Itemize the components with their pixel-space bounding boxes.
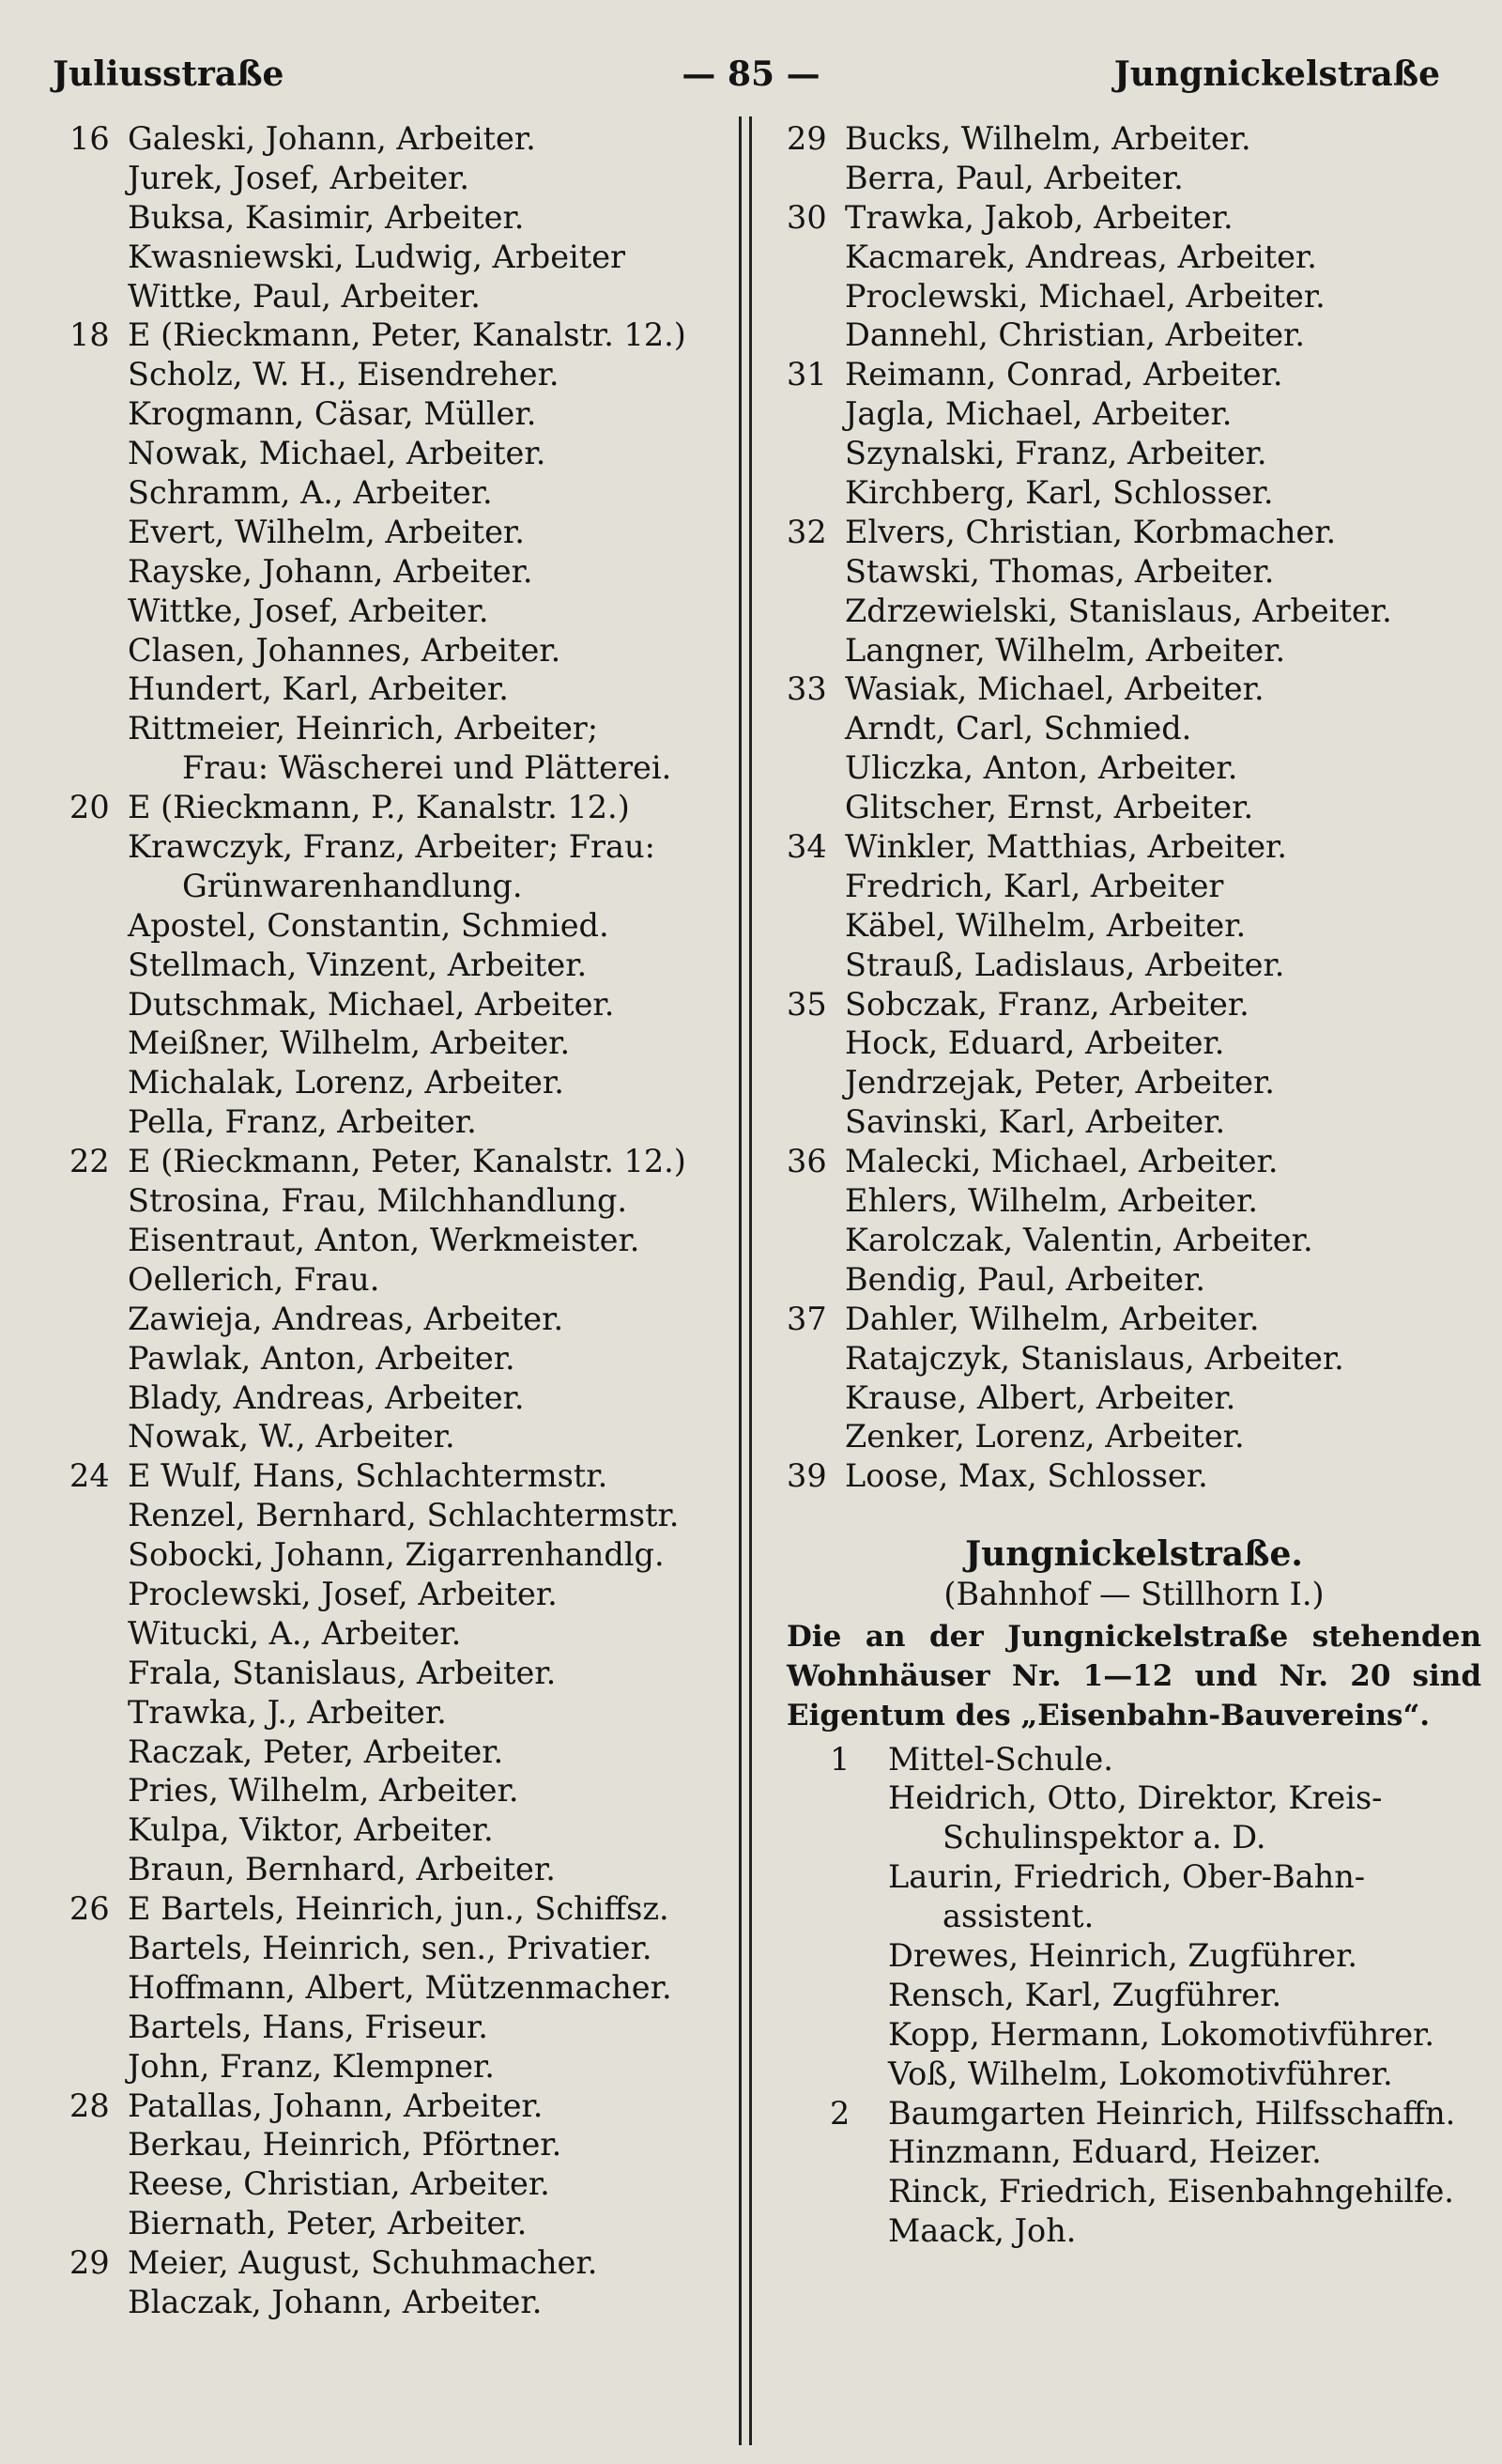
resident-entry: Bendig, Paul, Arbeiter. [845,1260,1205,1298]
entry-row [787,1221,1481,1260]
entry-row [69,1024,727,1063]
resident-entry: Karolczak, Valentin, Arbeiter. [845,1221,1313,1258]
entry-row [787,394,1481,434]
resident-entry: Reese, Christian, Arbeiter. [128,2165,550,2203]
resident-entry: Fredrich, Karl, Arbeiter [845,867,1224,904]
resident-entry: Hundert, Karl, Arbeiter. [128,670,509,708]
entry-row [787,1300,1481,1339]
entry-row [69,198,727,238]
entry-row [69,1221,727,1260]
resident-entry: Scholz, W. H., Eisendreher. [128,356,559,393]
house-number: 28 [69,2087,110,2124]
entry-row [830,1936,1481,1976]
resident-entry: Jagla, Michael, Arbeiter. [845,395,1233,433]
entry-row [787,1024,1481,1063]
house-number: 26 [69,1890,110,1928]
resident-entry: Sobocki, Johann, Zigarrenhandlg. [128,1536,665,1574]
resident-entry: Laurin, Friedrich, Ober-Bahn- [888,1858,1366,1896]
resident-entry: Krawczyk, Franz, Arbeiter; Frau: [128,828,655,866]
house-number: 39 [787,1457,827,1495]
resident-entry: Jendrzejak, Peter, Arbeiter. [845,1064,1275,1101]
house-number: 20 [69,789,110,826]
entry-row [69,2008,727,2047]
resident-entry: Frala, Stanislaus, Arbeiter. [128,1654,557,1691]
entry-row [787,946,1481,985]
entry-row [830,1976,1481,2015]
entry-row [69,1654,727,1693]
entry-row [69,1456,727,1496]
resident-entry: Pella, Franz, Arbeiter. [128,1103,477,1141]
header-left-street: Juliusstraße [53,54,284,94]
entry-row [69,867,727,906]
resident-entry: Savinski, Karl, Arbeiter. [845,1103,1226,1141]
entry-row [69,2283,727,2322]
resident-entry: Blady, Andreas, Arbeiter. [128,1378,525,1416]
resident-entry: Galeski, Johann, Arbeiter. [128,120,536,157]
street-subtitle: (Bahnhof — Stillhorn I.) [943,1575,1325,1612]
entry-row [787,434,1481,473]
resident-entry: E (Rieckmann, Peter, Kanalstr. 12.) [128,316,686,354]
entry-row [787,1063,1481,1102]
resident-entry: Langner, Wilhelm, Arbeiter. [845,631,1286,669]
entry-row [69,2047,727,2087]
resident-entry: Wittke, Josef, Arbeiter. [128,592,489,629]
entry-row [69,1810,727,1850]
resident-entry: Strosina, Frau, Milchhandlung. [128,1182,628,1220]
entry-row [69,277,727,316]
resident-entry: Michalak, Lorenz, Arbeiter. [128,1064,564,1101]
entry-row [69,906,727,946]
resident-entry: E Bartels, Heinrich, jun., Schiffsz. [128,1890,669,1928]
resident-entry: Nowak, W., Arbeiter. [128,1418,455,1455]
resident-entry: Buksa, Kasimir, Arbeiter. [128,198,525,236]
resident-entry: Ehlers, Wilhelm, Arbeiter. [845,1182,1258,1220]
street-note: Die an der Jungnickelstraße stehenden Wohnhäuser Nr. 1—12 und Nr. 20 sind Eigentum des „Eisenbahn-Bauvereins“. [787,1619,1481,1732]
resident-entry: E (Rieckmann, P., Kanalstr. 12.) [128,789,630,826]
entry-row [787,592,1481,631]
entry-row [787,1456,1481,1496]
entry-row [69,1929,727,1968]
entry-row [69,2164,727,2204]
resident-entry: Nowak, Michael, Arbeiter. [128,435,546,472]
entry-row [69,513,727,552]
entry-row [830,1897,1481,1936]
entry-row [69,592,727,631]
entry-row [69,1496,727,1535]
entry-row [69,827,727,867]
entry-row [69,1850,727,1889]
resident-entry: Hock, Eduard, Arbeiter. [845,1024,1225,1062]
resident-entry: Loose, Max, Schlosser. [845,1457,1208,1495]
entry-row [69,748,727,788]
street-entries [830,1740,1481,2252]
resident-entry: Arndt, Carl, Schmied. [845,710,1192,747]
entry-row [69,985,727,1024]
resident-entry: Wasiak, Michael, Arbeiter. [845,670,1264,708]
entry-row [787,552,1481,592]
resident-entry: Meißner, Wilhelm, Arbeiter. [128,1024,571,1062]
entry-row [69,709,727,748]
entry-row [69,1142,727,1181]
entry-row [69,1614,727,1654]
entry-row [69,788,727,827]
entry-row [830,2172,1481,2211]
entry-row [69,1181,727,1221]
resident-entry: Dannehl, Christian, Arbeiter. [845,316,1306,354]
resident-entry: Winkler, Matthias, Arbeiter. [845,828,1288,866]
entry-row [787,1260,1481,1300]
house-number: 29 [787,120,827,157]
resident-entry: Maack, Joh. [888,2212,1077,2250]
house-number: 31 [787,356,827,393]
entry-row [787,1142,1481,1181]
resident-entry: Rensch, Karl, Zugführer. [888,1976,1282,2013]
entry-row [787,1102,1481,1142]
entry-continuation: Frau: Wäscherei und Plätterei. [182,749,672,787]
resident-entry: Wittke, Paul, Arbeiter. [128,277,481,315]
entry-row [69,2087,727,2126]
resident-entry: Trawka, J., Arbeiter. [128,1693,447,1731]
resident-entry: Meier, August, Schuhmacher. [128,2244,598,2282]
entry-row [69,631,727,670]
house-number: 37 [787,1300,827,1337]
resident-entry: Reimann, Conrad, Arbeiter. [845,356,1283,393]
resident-entry: Hinzmann, Eduard, Heizer. [888,2133,1322,2171]
resident-entry: Berra, Paul, Arbeiter. [845,159,1184,196]
resident-entry: Zawieja, Andreas, Arbeiter. [128,1300,564,1337]
resident-entry: Glitscher, Ernst, Arbeiter. [845,789,1254,826]
entry-row [830,2211,1481,2251]
entry-row [787,827,1481,867]
resident-entry: Kwasniewski, Ludwig, Arbeiter [128,238,626,275]
resident-entry: E Wulf, Hans, Schlachtermstr. [128,1457,608,1495]
resident-entry: Ratajczyk, Stanislaus, Arbeiter. [845,1339,1344,1377]
house-number: 36 [787,1143,827,1180]
entry-row [830,1857,1481,1897]
resident-entry: Raczak, Peter, Arbeiter. [128,1732,504,1770]
entry-row [787,631,1481,670]
resident-entry: Krause, Albert, Arbeiter. [845,1378,1236,1416]
entry-row [69,119,727,159]
entry-row [69,238,727,277]
entry-continuation: Grünwarenhandlung. [182,867,523,904]
house-number: 30 [787,198,827,236]
entry-row [787,1339,1481,1378]
entry-row [69,1260,727,1300]
resident-entry: Krogmann, Cäsar, Müller. [128,395,537,433]
resident-entry: Kulpa, Viktor, Arbeiter. [128,1811,494,1849]
house-number: 24 [69,1457,110,1495]
entry-row [830,2094,1481,2133]
resident-entry: Pries, Wilhelm, Arbeiter. [128,1772,519,1810]
entry-row [69,1535,727,1575]
entry-row [787,1417,1481,1456]
resident-entry: Käbel, Wilhelm, Arbeiter. [845,906,1247,944]
entry-row [69,159,727,198]
resident-entry: Braun, Bernhard, Arbeiter. [128,1851,556,1888]
left-column [69,119,727,2322]
house-number: 22 [69,1143,110,1180]
column-divider [739,116,752,2445]
entry-row [69,1968,727,2008]
resident-entry: Bartels, Heinrich, sen., Privatier. [128,1929,652,1966]
entry-row [69,355,727,394]
entry-row [69,394,727,434]
resident-entry: Oellerich, Frau. [128,1260,380,1298]
entry-row [787,1378,1481,1418]
entry-continuation: Schulinspektor a. D. [943,1819,1266,1856]
resident-entry: Bucks, Wilhelm, Arbeiter. [845,120,1251,157]
resident-entry: Hoffmann, Albert, Mützenmacher. [128,1968,672,2006]
resident-entry: Drewes, Heinrich, Zugführer. [888,1937,1358,1975]
entry-row [787,277,1481,316]
entry-row [69,1102,727,1142]
page-number: — 85 — [682,54,820,94]
resident-entry: Mittel-Schule. [888,1740,1113,1778]
house-number: 34 [787,828,827,866]
entry-continuation: assistent. [943,1898,1095,1935]
resident-entry: Blaczak, Johann, Arbeiter. [128,2283,543,2320]
entry-row [69,552,727,592]
entry-row [787,473,1481,513]
resident-entry: Sobczak, Franz, Arbeiter. [845,985,1249,1023]
entry-row [830,2055,1481,2094]
resident-entry: Dutschmak, Michael, Arbeiter. [128,985,615,1023]
right-column [787,119,1481,2251]
entry-row [830,1740,1481,1779]
resident-entry: Renzel, Bernhard, Schlachtermstr. [128,1497,680,1534]
resident-entry: Biernath, Peter, Arbeiter. [128,2205,528,2242]
resident-entry: Berkau, Heinrich, Pförtner. [128,2126,562,2164]
resident-entry: Trawka, Jakob, Arbeiter. [845,198,1234,236]
street-title: Jungnickelstraße. [965,1534,1303,1575]
entry-row [69,2204,727,2243]
entry-row [830,1818,1481,1857]
entry-row [69,316,727,355]
entry-row [69,1339,727,1378]
resident-entry: Stellmach, Vinzent, Arbeiter. [128,946,588,983]
entry-row [787,788,1481,827]
resident-entry: Pawlak, Anton, Arbeiter. [128,1339,515,1377]
resident-entry: Kacmarek, Andreas, Arbeiter. [845,238,1317,275]
entry-row [69,2125,727,2164]
house-number: 16 [69,120,110,157]
resident-entry: Eisentraut, Anton, Werkmeister. [128,1221,640,1258]
resident-entry: Stawski, Thomas, Arbeiter. [845,552,1275,590]
entry-row [787,159,1481,198]
entry-row [69,1063,727,1102]
entry-row [69,946,727,985]
resident-entry: Rittmeier, Heinrich, Arbeiter; [128,710,599,747]
spacer [787,1496,1481,1535]
entry-row [830,1779,1481,1818]
entry-row [69,473,727,513]
resident-entry: Clasen, Johannes, Arbeiter. [128,631,561,669]
right-list [787,119,1481,1496]
resident-entry: Heidrich, Otto, Direktor, Kreis- [888,1779,1383,1817]
resident-entry: Rinck, Friedrich, Eisenbahngehilfe. [888,2173,1454,2210]
entry-row [69,1378,727,1418]
entry-row [69,1417,727,1456]
resident-entry: Strauß, Ladislaus, Arbeiter. [845,946,1285,983]
resident-entry: Dahler, Wilhelm, Arbeiter. [845,1300,1260,1337]
resident-entry: Rayske, Johann, Arbeiter. [128,552,533,590]
resident-entry: Witucki, A., Arbeiter. [128,1614,462,1652]
resident-entry: John, Franz, Klempner. [128,2047,495,2085]
resident-entry: Jurek, Josef, Arbeiter. [128,159,470,196]
resident-entry: Elvers, Christian, Korbmacher. [845,513,1337,550]
house-number: 29 [69,2244,110,2282]
resident-entry: Patallas, Johann, Arbeiter. [128,2087,544,2124]
house-number: 35 [787,985,827,1023]
entry-row [787,867,1481,906]
entry-row [787,198,1481,238]
entry-row [787,513,1481,552]
house-number: 1 [830,1740,851,1778]
header-right-street: Jungnickelstraße [1113,54,1440,94]
entry-row [69,670,727,709]
resident-entry: Schramm, A., Arbeiter. [128,474,493,512]
entry-row [787,906,1481,946]
entry-row [69,1771,727,1810]
entry-row [787,1181,1481,1221]
resident-entry: Kirchberg, Karl, Schlosser. [845,474,1274,512]
entry-row [787,670,1481,709]
entry-row [69,1693,727,1732]
entry-row [830,2133,1481,2172]
resident-entry: Malecki, Michael, Arbeiter. [845,1143,1279,1180]
resident-entry: Zenker, Lorenz, Arbeiter. [845,1418,1245,1455]
resident-entry: Kopp, Hermann, Lokomotivführer. [888,2015,1435,2053]
entry-row [69,2243,727,2283]
entry-row [69,1300,727,1339]
resident-entry: Voß, Wilhelm, Lokomotivführer. [888,2055,1393,2092]
entry-row [787,316,1481,355]
entry-row [787,238,1481,277]
entry-row [787,985,1481,1024]
house-number: 33 [787,670,827,708]
resident-entry: Bartels, Hans, Friseur. [128,2008,488,2045]
resident-entry: Proclewski, Michael, Arbeiter. [845,277,1326,315]
resident-entry: Szynalski, Franz, Arbeiter. [845,435,1267,472]
house-number: 18 [69,316,110,354]
entry-row [787,709,1481,748]
resident-entry: E (Rieckmann, Peter, Kanalstr. 12.) [128,1143,686,1180]
entry-row [69,1889,727,1929]
entry-row [69,1575,727,1614]
resident-entry: Evert, Wilhelm, Arbeiter. [128,513,525,550]
entry-row [69,434,727,473]
entry-row [69,1732,727,1772]
resident-entry: Proclewski, Josef, Arbeiter. [128,1575,558,1612]
entry-row [830,2015,1481,2055]
resident-entry: Apostel, Constantin, Schmied. [128,906,609,944]
entry-row [787,748,1481,788]
entry-row [787,355,1481,394]
house-number: 2 [830,2094,851,2132]
resident-entry: Baumgarten Heinrich, Hilfsschaffn. [888,2094,1456,2132]
house-number: 32 [787,513,827,550]
resident-entry: Zdrzewielski, Stanislaus, Arbeiter. [845,592,1392,629]
entry-row [787,119,1481,159]
resident-entry: Uliczka, Anton, Arbeiter. [845,749,1238,787]
